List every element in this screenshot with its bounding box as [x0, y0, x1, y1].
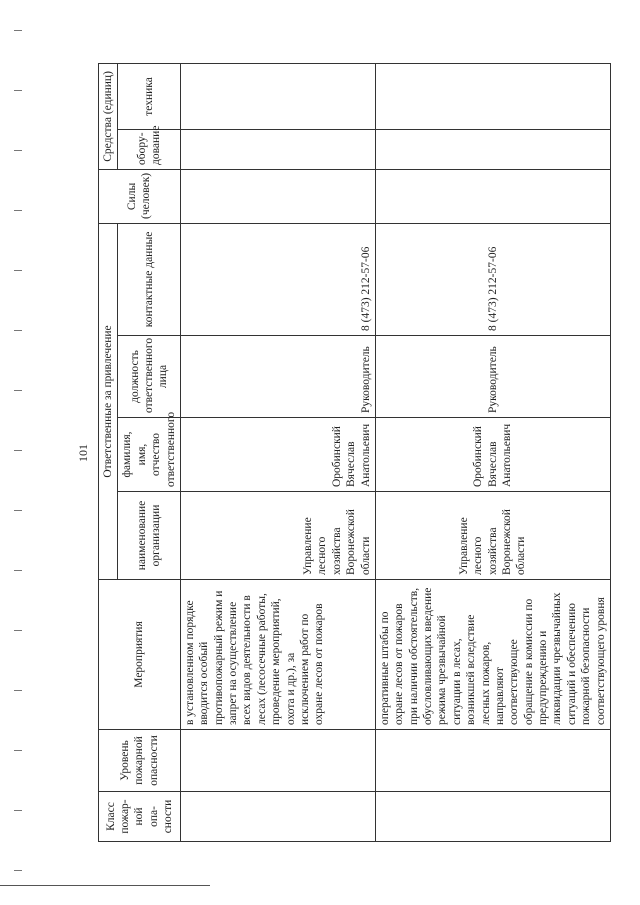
header-position: должность ответственного лица [118, 336, 181, 418]
header-machinery: техника [118, 63, 181, 129]
cell-contacts: 8 (473) 212-57-06 [180, 223, 375, 335]
margin-mark [14, 750, 22, 751]
cell-org: Управление лесного хозяйства Воронежской области [180, 492, 375, 580]
cell-contacts: 8 (473) 212-57-06 [375, 223, 610, 335]
header-responsible: Ответственные за привлечение [99, 223, 118, 579]
cell-fio: Оробинский Вячеслав Анатольевич [180, 418, 375, 492]
cell-measure: оперативные штабы по охране лесов от пожаров при наличии обстоятельств, обусловливающих введение режима чрезвычайной ситуации в лесах, возникшей вследствие лесных пожаров, направляют соответствующее обращение в комиссии по предупреждению и ликвидации чрезвычайных ситуаций и обеспечению пожарной безопасности соответствующего уровня [375, 580, 610, 730]
page-number: 101 [76, 444, 90, 462]
margin-mark [14, 150, 22, 151]
header-org: наименование организации [118, 492, 181, 580]
cell-position: Руководитель [375, 336, 610, 418]
cell-org: Управление лесного хозяйства Воронежской области [375, 492, 610, 580]
table-row [375, 63, 610, 841]
cell-forces [180, 169, 375, 223]
rotated-content [70, 62, 607, 842]
cell-machinery [375, 63, 610, 129]
margin-mark [14, 30, 22, 31]
header-row [99, 63, 118, 841]
header-measures: Мероприятия [99, 580, 181, 730]
margin-mark [14, 210, 22, 211]
header-contacts: контактные данные [118, 223, 181, 335]
header-forces: Силы (человек) [99, 169, 181, 223]
margin-mark [14, 510, 22, 511]
cell-class [180, 792, 375, 842]
bottom-rule [0, 885, 210, 886]
header-level: Уровень пожарной опасности [99, 730, 181, 792]
margin-mark [14, 810, 22, 811]
cell-class [375, 792, 610, 842]
margin-mark [14, 390, 22, 391]
cell-level [375, 730, 610, 792]
cell-forces [375, 169, 610, 223]
margin-mark [14, 870, 22, 871]
header-means: Средства (единиц) [99, 63, 118, 169]
margin-mark [14, 90, 22, 91]
cell-equipment [180, 129, 375, 169]
margin-mark [14, 690, 22, 691]
margin-mark [14, 330, 22, 331]
margin-mark [14, 570, 22, 571]
cell-machinery [180, 63, 375, 129]
margin-mark [14, 270, 22, 271]
cell-level [180, 730, 375, 792]
cell-measure: в установленном порядке вводится особый противопожарный режим и запрет на осуществление всех видов деятельности в лесах (лесосечные работы, проведение мероприятий, охота и др.), за исключением работ по охране лесов от пожаров [180, 580, 375, 730]
fire-danger-table [98, 63, 611, 842]
margin-mark [14, 450, 22, 451]
cell-equipment [375, 129, 610, 169]
header-fio: фамилия, имя, отчество ответственного [118, 418, 181, 492]
header-class: Класс пожар-ной опа-сности [99, 792, 181, 842]
header-equipment: обору-дование [118, 129, 181, 169]
margin-mark [14, 630, 22, 631]
cell-position: Руководитель [180, 336, 375, 418]
table-row [180, 63, 375, 841]
cell-fio: Оробинский Вячеслав Анатольевич [375, 418, 610, 492]
